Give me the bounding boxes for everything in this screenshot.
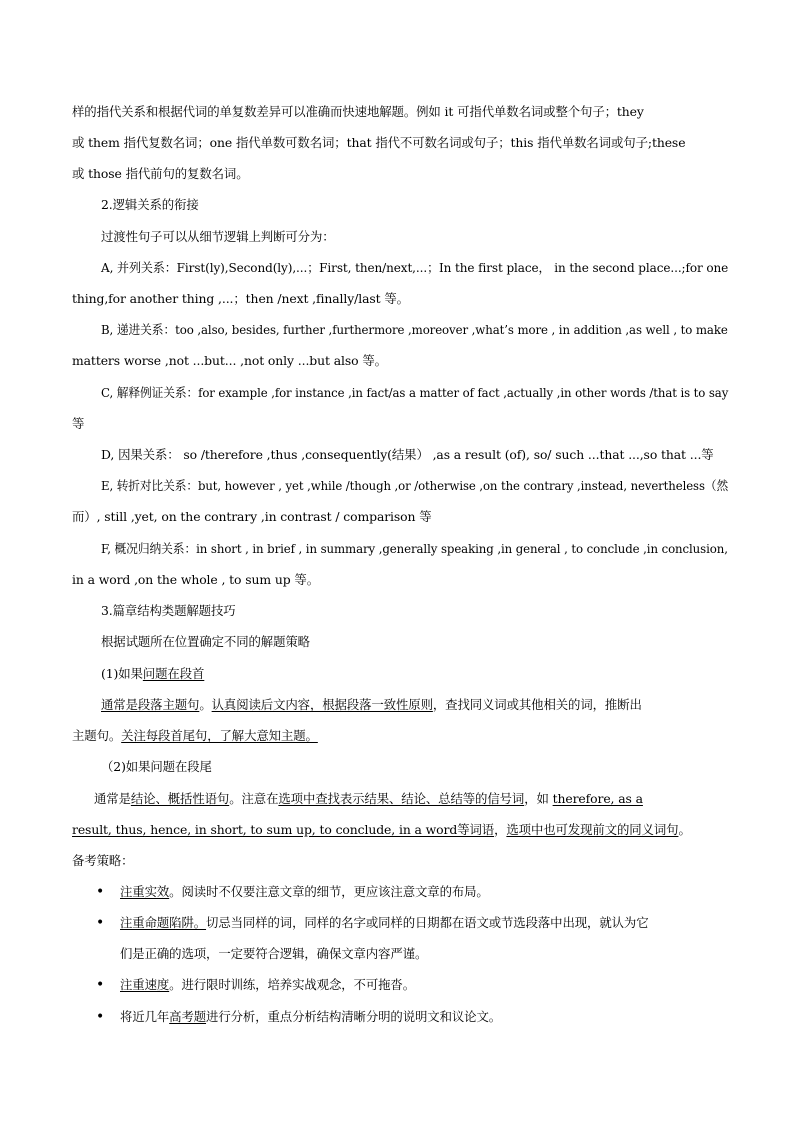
plain-text: 主题句。 [72,728,122,743]
paragraph-line: 根据试题所在位置确定不同的解题策略 [101,634,310,649]
tip-2-cont: 们是正确的选项，一定要符合逻辑，确保文章内容严谨。 [120,946,428,961]
case2-line2 [72,821,691,839]
paragraph-line: 样的指代关系和根据代词的单复数差异可以准确而快速地解题。例如 it 可指代单数名词或整个句子；they [72,104,644,119]
list-item-d: D, 因果关系： so /therefore ,thus ,consequently(结果） ,as a result (of), so/ such ...that ...,so that ...等 [101,447,714,462]
case-prefix: (1)如果 [101,666,143,681]
plain-text: 。阅读时不仅要注意文章的细节，更应该注意文章的布局。 [169,884,489,899]
paragraph-line: 或 them 指代复数名词；one 指代单数可数名词；that 指代不可数名词或句子；this 指代单数名词或句子;these [72,135,686,150]
case-underlined: 问题在段首 [142,666,205,681]
tip-2 [120,914,649,932]
plain-text: 切忌当同样的词，同样的名字或同样的日期都在语文或节选段落中出现，就认为它 [206,915,649,930]
case1-line1 [101,696,642,714]
list-item-b-cont: matters worse ,not ...but... ,not only ...but also 等。 [72,353,387,368]
plain-text: 将近几年 [120,1009,170,1024]
tip-3 [120,976,415,994]
list-item-e: E, 转折对比关系：but, however , yet ,while /though ,or /otherwise ,on the contrary ,instead, nevertheless（然 [101,478,729,493]
case-heading-2: （2)如果问题在段尾 [101,759,212,774]
underlined-text: 选项中也可发现前文的同义词句 [506,822,679,837]
bullet-icon: • [96,1009,105,1025]
plain-text: 。 [678,822,691,837]
case1-line2 [72,727,318,745]
section-heading: 2.逻辑关系的衔接 [101,197,199,212]
case2-line1 [94,790,643,808]
list-item-a-cont: thing,for another thing ,...；then /next ,finally/last 等。 [72,291,409,306]
underlined-text: 通常是段落主题句 [101,697,200,712]
list-item-c-cont: 等 [72,416,85,431]
paragraph-line: 或 those 指代前句的复数名词。 [72,166,249,181]
plain-text: 。注意在 [229,791,279,806]
underlined-text: 注重实效 [120,884,170,899]
list-item-e-cont: 而）, still ,yet, on the contrary ,in contrast / comparison 等 [72,509,432,524]
plain-text: 通常是 [94,791,131,806]
underlined-text: 结论、概括性语句 [130,791,230,806]
case-heading-1 [101,665,204,683]
plain-text: ，如 [524,791,553,806]
bullet-icon: • [96,915,105,931]
section-heading: 3.篇章结构类题解题技巧 [101,603,236,618]
underlined-text: 认真阅读后文内容，根据段落一致性原则 [211,697,433,712]
underlined-text: 高考题 [169,1009,207,1024]
prep-strategy-title: 备考策略： [72,853,134,868]
underlined-text: 注重速度 [120,977,170,992]
bullet-icon: • [96,977,105,993]
underlined-text: 注重命题陷阱。 [120,915,207,930]
underlined-text: 关注每段首尾句，了解大意知主题。 [121,728,318,743]
list-item-f-cont: in a word ,on the whole , to sum up 等。 [72,572,320,587]
underlined-text: 选项中查找表示结果、结论、总结等的信号词 [278,791,525,806]
plain-text: ， [494,822,507,837]
plain-text: 。 [199,697,212,712]
tip-1 [120,883,489,901]
list-item-b: B, 递进关系：too ,also, besides, further ,furthermore ,moreover ,what’s more , in addition ,as well , to make [101,322,728,337]
plain-text: 进行分析，重点分析结构清晰分明的说明文和议论文。 [206,1009,502,1024]
bullet-icon: • [96,884,105,900]
plain-text: ，查找同义词或其他相关的词，推断出 [432,697,642,712]
list-item-f: F, 概况归纳关系：in short , in brief , in summary ,generally speaking ,in general , to conclude ,in conclusion, [101,541,728,556]
list-item-c: C, 解释例证关系：for example ,for instance ,in fact/as a matter of fact ,actually ,in other words /that is to say [101,385,729,400]
list-item-a: A, 并列关系：First(ly),Second(ly),...；First, then/next,...；In the first place， in the second place...;for one [101,260,729,275]
plain-text: 。进行限时训练，培养实战观念，不可拖沓。 [169,977,415,992]
underlined-text: therefore, as a [552,791,643,806]
underlined-text: result, thus, hence, in short, to sum up, to conclude, in a word等词语 [72,822,495,837]
paragraph-line: 过渡性句子可以从细节逻辑上判断可分为： [101,229,335,244]
tip-4 [120,1008,501,1026]
